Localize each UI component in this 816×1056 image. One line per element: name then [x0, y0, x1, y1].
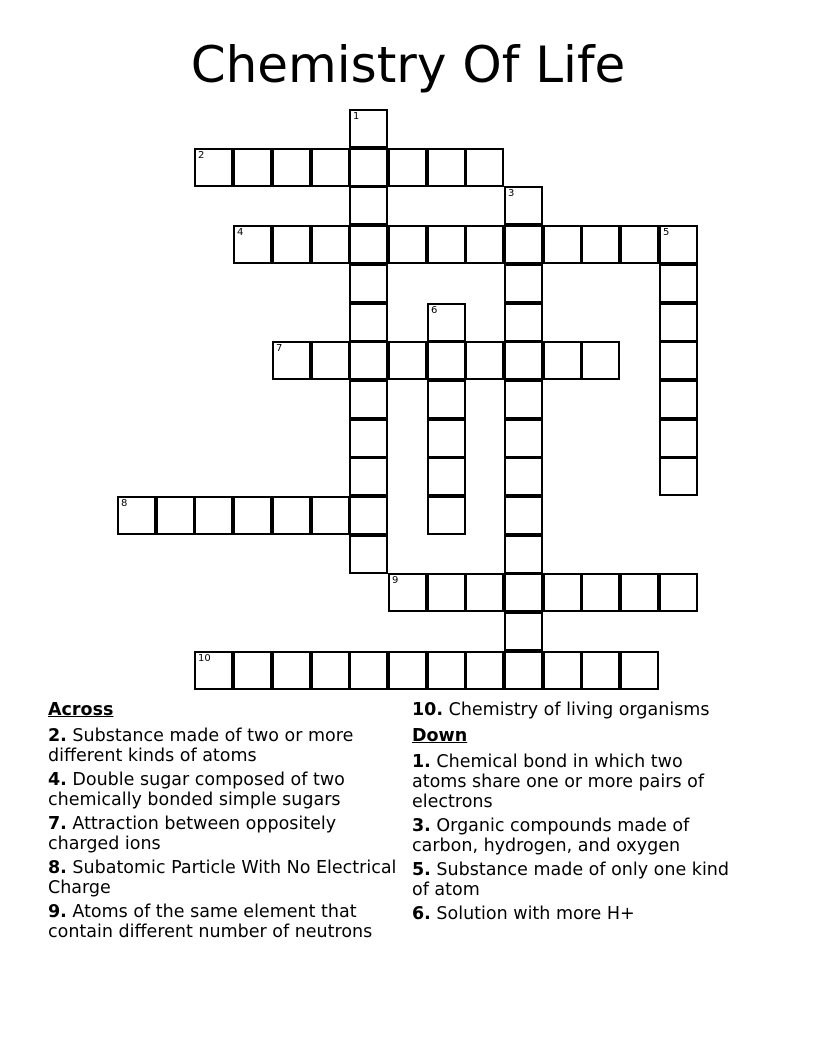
- grid-cell[interactable]: [427, 225, 466, 264]
- grid-cell[interactable]: [427, 496, 466, 535]
- across-clue: 9. Atoms of the same element that contain different number of neutrons: [48, 902, 373, 942]
- grid-cell[interactable]: [620, 651, 659, 690]
- grid-cell[interactable]: [427, 380, 466, 419]
- across-clue: 4. Double sugar composed of two chemically bonded simple sugars: [48, 770, 345, 810]
- grid-cell[interactable]: [349, 380, 388, 419]
- grid-cell[interactable]: [427, 573, 466, 612]
- grid-cell[interactable]: [659, 380, 698, 419]
- grid-cell[interactable]: [233, 148, 272, 187]
- grid-cell[interactable]: [659, 457, 698, 496]
- clue-number: 6: [431, 305, 438, 316]
- grid-cell[interactable]: [620, 225, 659, 264]
- down-clue: 5. Substance made of only one kind of atom: [412, 860, 730, 900]
- grid-cell[interactable]: [349, 148, 388, 187]
- grid-cell[interactable]: [543, 573, 582, 612]
- down-heading: Down: [412, 726, 468, 746]
- grid-cell[interactable]: [194, 496, 233, 535]
- grid-cell[interactable]: [504, 303, 543, 342]
- grid-cell[interactable]: [156, 496, 195, 535]
- grid-cell[interactable]: [349, 419, 388, 458]
- across-heading: Across: [48, 700, 114, 720]
- grid-cell[interactable]: [659, 303, 698, 342]
- grid-cell[interactable]: [581, 651, 620, 690]
- grid-cell[interactable]: [581, 225, 620, 264]
- grid-cell[interactable]: [465, 573, 504, 612]
- clue-number: 5: [663, 227, 670, 238]
- grid-cell[interactable]: [581, 573, 620, 612]
- grid-cell[interactable]: [233, 496, 272, 535]
- grid-cell[interactable]: [272, 225, 311, 264]
- grid-cell[interactable]: [659, 341, 698, 380]
- puzzle-title: Chemistry Of Life: [190, 36, 626, 94]
- grid-cell[interactable]: [349, 225, 388, 264]
- grid-cell[interactable]: [388, 341, 427, 380]
- grid-cell[interactable]: [504, 380, 543, 419]
- grid-cell[interactable]: [272, 651, 311, 690]
- clue-number: 10: [198, 653, 211, 664]
- down-clue: 1. Chemical bond in which two atoms share one or more pairs of electrons: [412, 752, 705, 812]
- clue-number: 9: [392, 575, 399, 586]
- grid-cell[interactable]: [504, 225, 543, 264]
- grid-cell[interactable]: [427, 457, 466, 496]
- grid-cell[interactable]: [311, 651, 350, 690]
- grid-cell[interactable]: [194, 148, 233, 187]
- grid-cell[interactable]: [194, 651, 233, 690]
- grid-cell[interactable]: [388, 651, 427, 690]
- grid-cell[interactable]: [543, 651, 582, 690]
- grid-cell[interactable]: [427, 651, 466, 690]
- grid-cell[interactable]: [659, 225, 698, 264]
- clue-number: 1: [353, 111, 360, 122]
- grid-cell[interactable]: [349, 535, 388, 574]
- grid-cell[interactable]: [581, 341, 620, 380]
- grid-cell[interactable]: [388, 573, 427, 612]
- grid-cell[interactable]: [504, 419, 543, 458]
- grid-cell[interactable]: [504, 496, 543, 535]
- clues-right-column: [412, 700, 742, 928]
- grid-cell[interactable]: [349, 457, 388, 496]
- grid-cell[interactable]: [620, 573, 659, 612]
- grid-cell[interactable]: [504, 651, 543, 690]
- grid-cell[interactable]: [427, 341, 466, 380]
- grid-cell[interactable]: [465, 341, 504, 380]
- grid-cell[interactable]: [349, 186, 388, 225]
- grid-cell[interactable]: [427, 419, 466, 458]
- grid-cell[interactable]: [117, 496, 156, 535]
- grid-cell[interactable]: [349, 303, 388, 342]
- grid-cell[interactable]: [543, 341, 582, 380]
- across-clue: 8. Subatomic Particle With No Electrical Charge: [48, 858, 397, 898]
- down-clue: 3. Organic compounds made of carbon, hydrogen, and oxygen: [412, 816, 690, 856]
- grid-cell[interactable]: [543, 225, 582, 264]
- grid-cell[interactable]: [311, 148, 350, 187]
- grid-cell[interactable]: [349, 109, 388, 148]
- grid-cell[interactable]: [504, 612, 543, 651]
- grid-cell[interactable]: [349, 651, 388, 690]
- grid-cell[interactable]: [272, 496, 311, 535]
- grid-cell[interactable]: [233, 225, 272, 264]
- clues-left-column: [48, 700, 408, 946]
- clue-number: 7: [276, 343, 283, 354]
- clue-number: 8: [121, 498, 128, 509]
- grid-cell[interactable]: [233, 651, 272, 690]
- grid-cell[interactable]: [465, 651, 504, 690]
- clue-number: 4: [237, 227, 244, 238]
- down-clue: 6. Solution with more H+: [412, 904, 635, 924]
- grid-cell[interactable]: [504, 573, 543, 612]
- grid-cell[interactable]: [349, 264, 388, 303]
- grid-cell[interactable]: [427, 303, 466, 342]
- across-clue: 7. Attraction between oppositely charged ions: [48, 814, 337, 854]
- grid-cell[interactable]: [659, 573, 698, 612]
- grid-cell[interactable]: [504, 264, 543, 303]
- grid-cell[interactable]: [311, 225, 350, 264]
- grid-cell[interactable]: [272, 341, 311, 380]
- grid-cell[interactable]: [427, 148, 466, 187]
- across-clue: 2. Substance made of two or more different kinds of atoms: [48, 726, 354, 766]
- grid-cell[interactable]: [349, 496, 388, 535]
- grid-cell[interactable]: [504, 341, 543, 380]
- grid-cell[interactable]: [504, 186, 543, 225]
- grid-cell[interactable]: [659, 264, 698, 303]
- grid-cell[interactable]: [272, 148, 311, 187]
- grid-cell[interactable]: [504, 457, 543, 496]
- grid-cell[interactable]: [311, 341, 350, 380]
- grid-cell[interactable]: [465, 148, 504, 187]
- across-clue: 10. Chemistry of living organisms: [412, 700, 710, 720]
- clue-number: 2: [198, 150, 205, 161]
- grid-cell[interactable]: [504, 535, 543, 574]
- grid-cell[interactable]: [659, 419, 698, 458]
- grid-cell[interactable]: [349, 341, 388, 380]
- clue-number: 3: [508, 188, 515, 199]
- grid-cell[interactable]: [388, 148, 427, 187]
- grid-cell[interactable]: [311, 496, 350, 535]
- grid-cell[interactable]: [465, 225, 504, 264]
- grid-cell[interactable]: [388, 225, 427, 264]
